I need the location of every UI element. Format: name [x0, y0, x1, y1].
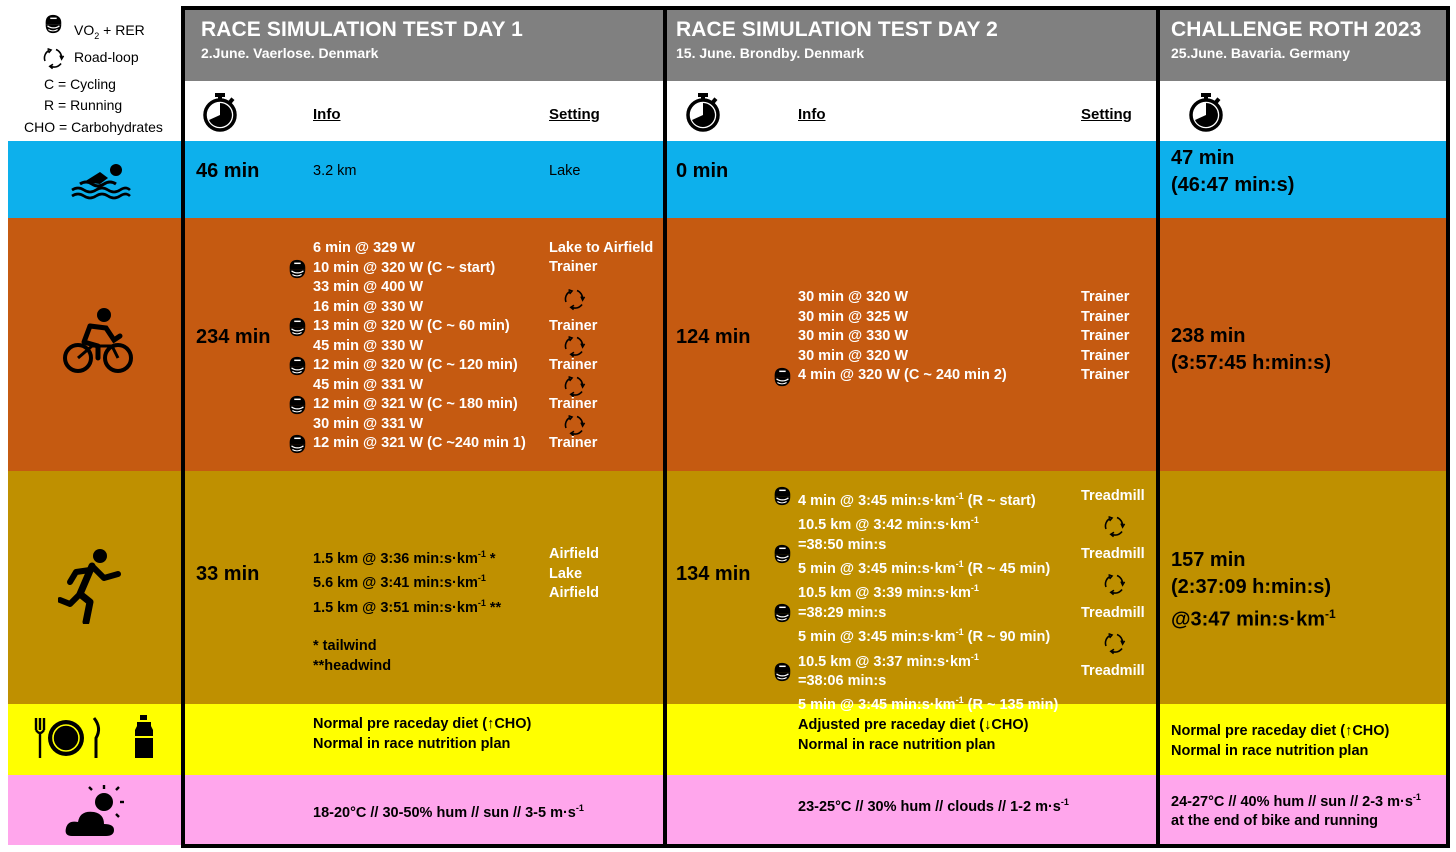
bike-setting: Trainer	[1081, 367, 1130, 383]
day1-bike-setting: Trainer	[549, 357, 598, 373]
swimmer-icon	[70, 160, 132, 200]
sun-cloud-icon	[64, 784, 128, 838]
bike-line: 12 min @ 320 W (C ~ 120 min)	[313, 357, 518, 373]
run-line: 5 min @ 3:45 $\min:s\cdot km^{-1}$ (R ~ 90 min)	[798, 627, 1051, 646]
roth-swim-line: 47 min	[1171, 147, 1235, 169]
day1-food	[313, 715, 531, 754]
weather-line: 24-27°C // 40% hum // sun // 2-3 $m\cdot s^{-1}$	[1171, 792, 1421, 810]
roth-bike-line: 238 min	[1171, 325, 1246, 347]
roth-swim	[1171, 145, 1294, 199]
day1-setting-header: Setting	[549, 106, 600, 123]
run-line: 10.5 km @ 3:37 $\min:s\cdot km^{-1}$	[798, 651, 979, 670]
bottle-icon	[132, 714, 156, 760]
day2-subtitle: 15. June. Brondby. Denmark	[676, 45, 865, 61]
weather-line: at the end of bike and running	[1171, 813, 1379, 830]
roth-food	[1171, 722, 1389, 761]
day1-swim-time: 46 min	[196, 160, 260, 182]
bike-line: 30 min @ 325 W	[798, 308, 909, 325]
mask-icon	[286, 258, 308, 280]
cyclist-icon	[62, 306, 134, 376]
run-line: 5.6 km @ 3:41 $\min:s\cdot km^{-1}$	[313, 573, 486, 592]
mask-icon	[771, 661, 793, 683]
bike-line: 30 min @ 320 W	[798, 289, 909, 305]
run-line: 5 min @ 3:45 $\min:s\cdot km^{-1}$ (R ~ 135 min)	[798, 695, 1059, 714]
bike-line: 13 min @ 320 W (C ~ 60 min)	[313, 318, 510, 334]
food-line: Normal in race nutrition plan	[798, 736, 996, 753]
run-line: 5 min @ 3:45 $\min:s\cdot km^{-1}$ (R ~ 45 min)	[798, 559, 1051, 577]
day1-info-header: Info	[313, 106, 341, 123]
day2-run-info	[798, 487, 1058, 716]
day1-title: RACE SIMULATION TEST DAY 1	[201, 18, 523, 41]
day2-weather: 23-25°C // 30% hum // clouds // 1-2 $m\cdot s^{-1}$	[798, 797, 1069, 815]
run-line: 10.5 km @ 3:39 $\min:s\cdot km^{-1}$	[798, 583, 979, 602]
legend-running: R = Running	[44, 97, 123, 113]
day1-run-time: 33 min	[196, 563, 260, 585]
day1-bike-time: 234 min	[196, 326, 271, 348]
food-line: Normal in race nutrition plan	[313, 735, 511, 752]
bike-line: 12 min @ 321 W (C ~ 180 min)	[313, 396, 518, 412]
run-line: 1.5 km @ 3:36 $\min:s\cdot km^{-1}$ *	[313, 549, 496, 567]
run-setting: Lake	[549, 565, 583, 582]
mask-icon	[42, 13, 64, 35]
mask-icon	[286, 316, 308, 338]
run-line: =38:50 min:s	[798, 536, 887, 553]
day1-run-settings	[549, 545, 599, 604]
day2-setting-header: Setting	[1081, 106, 1132, 123]
road-loop-icon	[1101, 571, 1127, 597]
roth-run-line: @3:47 $\min:s\cdot km^{-1}$	[1171, 607, 1336, 631]
bike-line: 30 min @ 331 W	[313, 415, 424, 432]
roth-bike	[1171, 323, 1331, 377]
mask-icon	[286, 355, 308, 377]
day2-title: RACE SIMULATION TEST DAY 2	[676, 18, 998, 41]
bike-setting: Trainer	[1081, 328, 1130, 344]
mask-icon	[771, 366, 793, 388]
day1-bike-setting: Trainer	[549, 396, 598, 412]
day1-weather: 18-20°C // 30-50% hum // sun // 3-5 $m\cdot s^{-1}$	[313, 803, 584, 821]
day2-bike-info	[798, 288, 1007, 386]
run-line: 1.5 km @ 3:51 $\min:s\cdot km^{-1}$ **	[313, 597, 502, 616]
run-line: =38:06 min:s	[798, 672, 887, 689]
bike-line: 45 min @ 330 W	[313, 337, 424, 354]
food-line: Normal in race nutrition plan	[1171, 742, 1369, 759]
day2-food	[798, 716, 1028, 755]
day2-swim-time: 0 min	[676, 160, 729, 182]
bike-setting: Trainer	[1081, 289, 1130, 305]
road-loop-icon	[1101, 513, 1127, 539]
legend-loop: Road-loop	[74, 49, 139, 65]
run-line: 4 min @ 3:45 $\min:s\cdot km^{-1}$ (R ~ start)	[798, 491, 1036, 509]
mask-icon	[286, 394, 308, 416]
roth-run-line: (2:37:09 h:min:s)	[1171, 576, 1332, 598]
day2-run-setting: Treadmill	[1081, 663, 1145, 679]
day2-run-time: 134 min	[676, 563, 751, 585]
road-loop-icon	[561, 286, 587, 312]
day1-run-info	[313, 545, 501, 676]
bike-setting: Trainer	[1081, 347, 1130, 364]
runner-icon	[58, 548, 124, 624]
day1-bike-setting: Lake to Airfield	[549, 240, 654, 256]
roth-subtitle: 25.June. Bavaria. Germany	[1171, 45, 1350, 61]
food-line: Normal pre raceday diet (↑CHO)	[1171, 723, 1390, 739]
run-note: * tailwind	[313, 638, 377, 655]
legend-cho: CHO = Carbohydrates	[24, 119, 163, 135]
stopwatch-icon	[683, 92, 723, 132]
run-setting: Airfield	[549, 546, 599, 562]
bike-line: 30 min @ 330 W	[798, 328, 909, 344]
legend-cycling: C = Cycling	[44, 76, 116, 92]
food-line: Normal pre raceday diet (↑CHO)	[313, 716, 532, 732]
run-line: 10.5 km @ 3:42 $\min:s\cdot km^{-1}$	[798, 515, 979, 534]
bike-line: 45 min @ 331 W	[313, 376, 424, 393]
day2-info-header: Info	[798, 106, 826, 123]
day1-subtitle: 2.June. Vaerlose. Denmark	[201, 45, 379, 61]
day1-bike-setting: Trainer	[549, 259, 598, 275]
day2-bike-time: 124 min	[676, 326, 751, 348]
plate-icon	[32, 716, 107, 760]
bike-line: 16 min @ 330 W	[313, 298, 424, 315]
day2-run-setting: Treadmill	[1081, 546, 1145, 562]
legend-vo2: $VO_2$ + RER	[74, 22, 145, 41]
mask-icon	[286, 433, 308, 455]
roth-run-line: 157 min	[1171, 549, 1246, 571]
bike-line: 10 min @ 320 W (C ~ start)	[313, 259, 496, 276]
bike-line: 12 min @ 321 W (C ~240 min 1)	[313, 435, 526, 451]
bike-line: 4 min @ 320 W (C ~ 240 min 2)	[798, 367, 1007, 383]
run-setting: Airfield	[549, 585, 599, 601]
run-note: **headwind	[313, 657, 392, 674]
day1-bike-setting: Trainer	[549, 318, 598, 334]
bike-line: 6 min @ 329 W	[313, 240, 415, 256]
road-loop-icon	[1101, 630, 1127, 656]
bike-line: 30 min @ 320 W	[798, 347, 909, 364]
bike-line: 33 min @ 400 W	[313, 279, 424, 295]
day1-swim-setting: Lake	[549, 163, 581, 179]
day1-swim-info: 3.2 km	[313, 163, 357, 179]
food-line: Adjusted pre raceday diet (↓CHO)	[798, 717, 1029, 733]
mask-icon	[771, 543, 793, 565]
run-line: =38:29 min:s	[798, 604, 887, 621]
road-loop-icon	[40, 45, 66, 71]
mask-icon	[771, 485, 793, 507]
day1-bike-info	[313, 239, 526, 454]
roth-bike-line: (3:57:45 h:min:s)	[1171, 352, 1332, 374]
roth-weather	[1171, 788, 1421, 832]
bike-setting: Trainer	[1081, 308, 1130, 325]
day2-run-setting: Treadmill	[1081, 488, 1145, 504]
mask-icon	[771, 602, 793, 624]
roth-swim-line: (46:47 min:s)	[1171, 174, 1295, 196]
day2-run-setting: Treadmill	[1081, 605, 1145, 621]
stopwatch-icon	[1186, 92, 1226, 132]
day1-bike-setting: Trainer	[549, 435, 598, 451]
roth-run	[1171, 547, 1336, 634]
day2-bike-settings	[1081, 288, 1129, 386]
roth-title: CHALLENGE ROTH 2023	[1171, 18, 1422, 41]
stopwatch-icon	[200, 92, 240, 132]
